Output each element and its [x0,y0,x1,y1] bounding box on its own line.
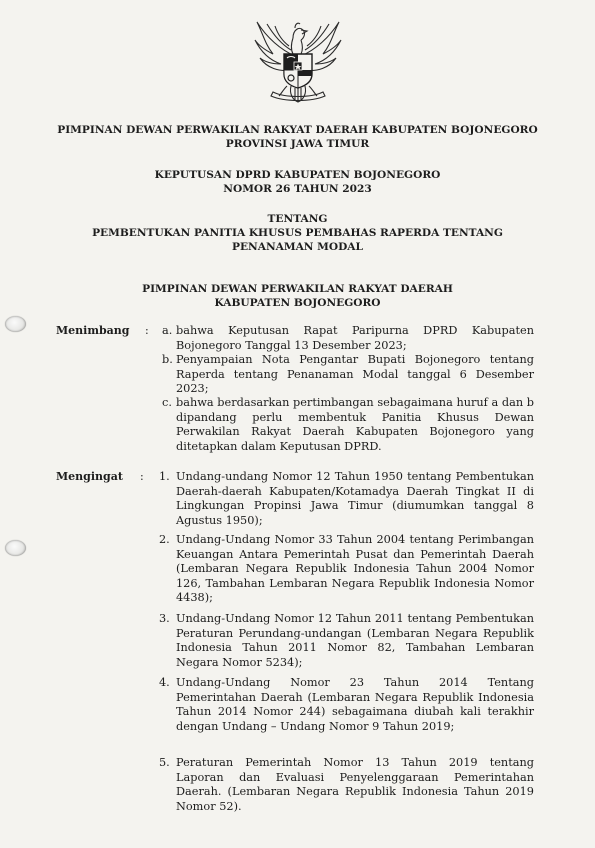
mengingat-separator: : [140,470,144,483]
issuer-line1: PIMPINAN DEWAN PERWAKILAN RAKYAT DAERAH [142,283,453,295]
item-marker: 5. [159,756,170,769]
item-text: Undang-undang Nomor 12 Tahun 1950 tentang Pembentukan Daerah-daerah Kabupaten/Kotamadya Daerah Tingkat II di Lingkungan Propinsi Jawa Timur (diumumkan tanggal 8 Agustus 1950); [176,470,534,527]
item-text: Undang-Undang Nomor 33 Tahun 2004 tentang Perimbangan Keuangan Antara Pemerintah Pusat dan Pemerintah Daerah (Lembaran Negara Republik Indonesia Tahun 2004 Nomor 126, Tambahan Lembaran Negara Republik Indonesia Nomor 4438); [176,533,534,605]
item-marker: 3. [159,612,170,625]
menimbang-item-a [162,324,534,353]
item-marker: c. [162,396,172,409]
item-marker: 4. [159,676,170,689]
about-label: TENTANG [267,213,328,225]
menimbang-item-b [162,353,534,397]
item-text: Peraturan Pemerintah Nomor 13 Tahun 2019 tentang Laporan dan Evaluasi Penyelenggaraan Pemerintahan Daerah. (Lembaran Negara Republik Indonesia Tahun 2019 Nomor 52). [176,756,534,813]
mengingat-item-4 [159,676,534,734]
issuer-line2: KABUPATEN BOJONEGORO [214,297,381,309]
item-text: Penyampaian Nota Pengantar Bupati Bojonegoro tentang Raperda tentang Penanaman Modal tanggal 6 Desember 2023; [176,353,534,396]
menimbang-separator: : [145,324,149,337]
item-text: bahwa Keputusan Rapat Paripurna DPRD Kabupaten Bojonegoro Tanggal 13 Desember 2023; [176,324,534,352]
institution-title-line1: PIMPINAN DEWAN PERWAKILAN RAKYAT DAERAH KABUPATEN BOJONEGORO [57,124,538,136]
item-text: bahwa berdasarkan pertimbangan sebagaimana huruf a dan b dipandang perlu membentuk Panitia Khusus Dewan Perwakilan Rakyat Daerah Kabupaten Bojonegoro yang ditetapkan dalam Keputusan DPRD. [176,396,534,453]
institution-title-line2: PROVINSI JAWA TIMUR [225,138,370,150]
punch-hole [5,540,26,556]
item-marker: b. [162,353,173,366]
menimbang-label: Menimbang [56,324,130,337]
item-marker: a. [162,324,173,337]
mengingat-item-3 [159,612,534,670]
decree-number: NOMOR 26 TAHUN 2023 [223,183,372,195]
item-marker: 2. [159,533,170,546]
item-text: Undang-Undang Nomor 23 Tahun 2014 Tentang Pemerintahan Daerah (Lembaran Negara Republik Indonesia Tahun 2014 Nomor 244) sebagaimana diubah kali terakhir dengan Undang – Undang Nomor 9 Tahun 2019; [176,676,534,733]
garuda-pancasila-emblem-icon [251,16,345,104]
item-marker: 1. [159,470,170,483]
subject-line1: PEMBENTUKAN PANITIA KHUSUS PEMBAHAS RAPERDA TENTANG [92,227,503,239]
mengingat-item-5 [159,756,534,814]
decree-title-line1: KEPUTUSAN DPRD KABUPATEN BOJONEGORO [154,169,441,181]
mengingat-item-2 [159,533,534,606]
punch-hole [5,316,26,332]
item-text: Undang-Undang Nomor 12 Tahun 2011 tentang Pembentukan Peraturan Perundang-undangan (Lembaran Negara Republik Indonesia Tahun 2011 Nomor 82, Tambahan Lembaran Negara Nomor 5234); [176,612,534,669]
mengingat-item-1 [159,470,534,528]
subject-line2: PENANAMAN MODAL [232,241,363,253]
menimbang-item-c [162,396,534,454]
mengingat-label: Mengingat [56,470,123,483]
